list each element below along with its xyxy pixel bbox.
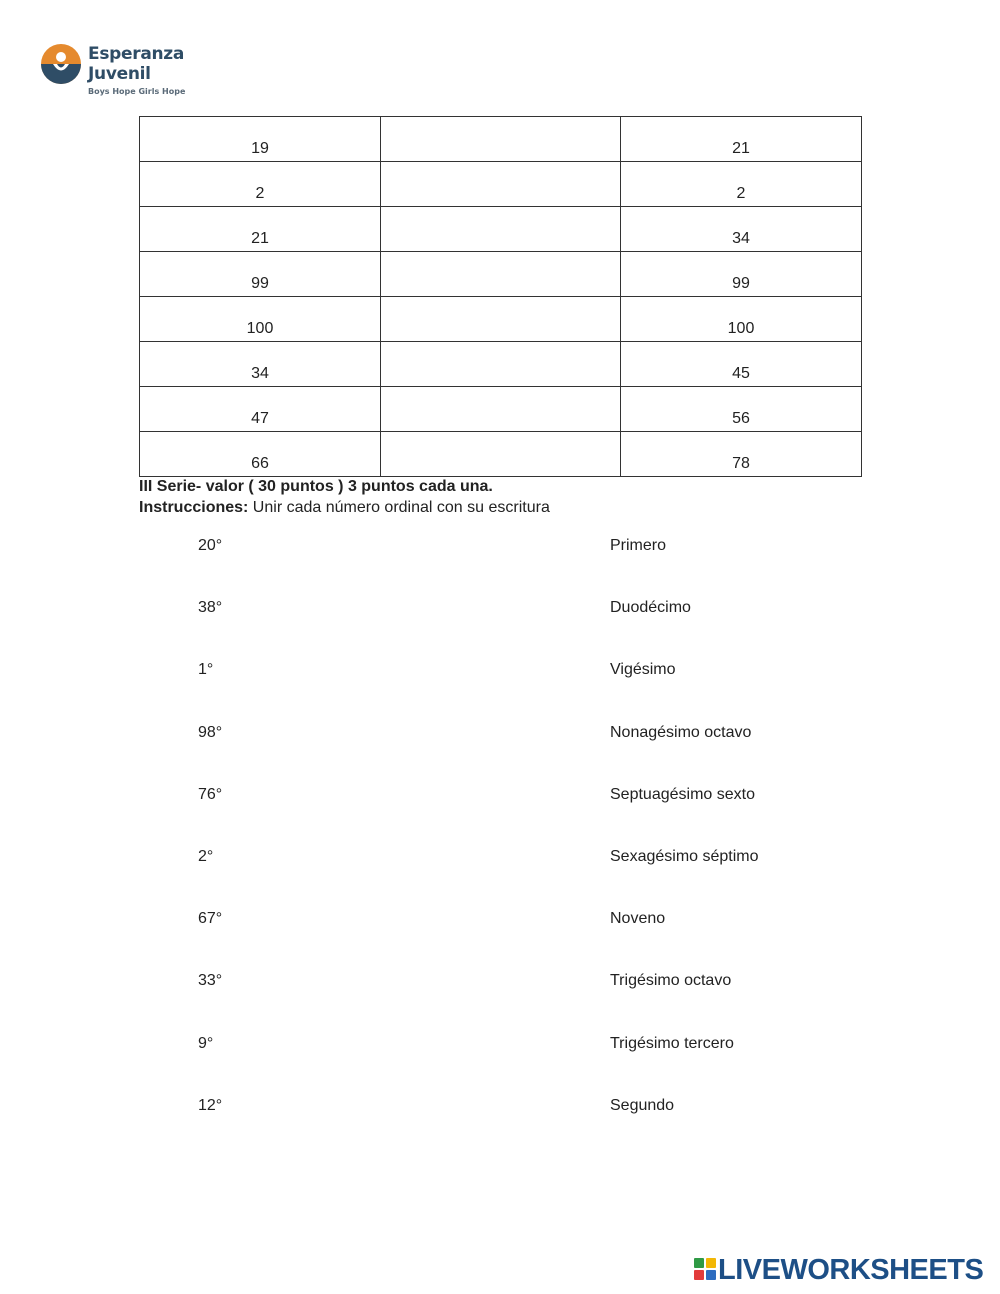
ordinal-word[interactable]: Segundo bbox=[610, 1096, 675, 1114]
answer-cell[interactable] bbox=[381, 162, 621, 207]
matching-row bbox=[0, 910, 1000, 932]
liveworksheets-wordmark: LIVEWORKSHEETS bbox=[718, 1254, 984, 1286]
section-title: III Serie- valor ( 30 puntos ) 3 puntos cada una. bbox=[139, 478, 493, 495]
ordinal-word[interactable]: Sexagésimo séptimo bbox=[610, 848, 759, 865]
ordinal-number[interactable]: 98° bbox=[198, 723, 223, 741]
ordinal-number[interactable]: 9° bbox=[198, 1034, 214, 1052]
answer-cell[interactable] bbox=[381, 117, 621, 162]
number-cell: 99 bbox=[621, 252, 862, 297]
numbers-table bbox=[139, 116, 862, 477]
logo-title: Esperanza Juvenil bbox=[88, 44, 185, 84]
number-cell: 66 bbox=[140, 432, 381, 477]
ordinal-number[interactable]: 12° bbox=[198, 1096, 223, 1114]
number-cell: 34 bbox=[140, 342, 381, 387]
section-three-header bbox=[139, 476, 550, 518]
answer-cell[interactable] bbox=[381, 387, 621, 432]
answer-cell[interactable] bbox=[381, 297, 621, 342]
ordinal-word[interactable]: Trigésimo tercero bbox=[610, 1034, 734, 1052]
number-cell: 21 bbox=[621, 117, 862, 162]
ordinal-word[interactable]: Vigésimo bbox=[610, 661, 676, 679]
matching-row bbox=[0, 599, 1000, 621]
ordinal-number[interactable]: 38° bbox=[198, 599, 223, 617]
number-cell: 100 bbox=[140, 297, 381, 342]
table-row bbox=[140, 207, 862, 252]
ordinal-word[interactable]: Primero bbox=[610, 537, 667, 554]
matching-row bbox=[0, 1097, 1000, 1119]
esperanza-juvenil-logo-icon bbox=[40, 43, 82, 85]
number-cell: 47 bbox=[140, 387, 381, 432]
logo-subtitle: Boys Hope Girls Hope bbox=[88, 87, 186, 96]
instructions-label: Instrucciones: bbox=[139, 499, 249, 516]
number-cell: 34 bbox=[621, 207, 862, 252]
table-row bbox=[140, 162, 862, 207]
ordinal-word[interactable]: Duodécimo bbox=[610, 599, 691, 617]
ordinal-word[interactable]: Noveno bbox=[610, 910, 666, 928]
matching-row bbox=[0, 848, 1000, 870]
number-cell: 78 bbox=[621, 432, 862, 477]
ordinal-number[interactable]: 20° bbox=[198, 537, 223, 554]
ordinal-word[interactable]: Trigésimo octavo bbox=[610, 972, 732, 990]
matching-row bbox=[0, 1035, 1000, 1057]
answer-cell[interactable] bbox=[381, 207, 621, 252]
ordinal-number[interactable]: 76° bbox=[198, 785, 223, 803]
number-cell: 2 bbox=[140, 162, 381, 207]
matching-row bbox=[0, 972, 1000, 994]
table-row bbox=[140, 252, 862, 297]
number-cell: 56 bbox=[621, 387, 862, 432]
table-row bbox=[140, 117, 862, 162]
matching-row bbox=[0, 786, 1000, 808]
ordinal-word[interactable]: Septuagésimo sexto bbox=[610, 785, 755, 803]
number-cell: 21 bbox=[140, 207, 381, 252]
matching-row bbox=[0, 724, 1000, 746]
instructions-text: Unir cada número ordinal con su escritura bbox=[248, 499, 550, 516]
answer-cell[interactable] bbox=[381, 432, 621, 477]
matching-row bbox=[0, 661, 1000, 683]
number-cell: 100 bbox=[621, 297, 862, 342]
answer-cell[interactable] bbox=[381, 252, 621, 297]
table-row bbox=[140, 432, 862, 477]
number-cell: 19 bbox=[140, 117, 381, 162]
answer-cell[interactable] bbox=[381, 342, 621, 387]
organization-logo bbox=[40, 40, 200, 102]
section-instructions bbox=[139, 497, 550, 518]
liveworksheets-icon bbox=[694, 1258, 716, 1280]
table-row bbox=[140, 342, 862, 387]
table-row bbox=[140, 297, 862, 342]
ordinal-number[interactable]: 67° bbox=[198, 910, 223, 928]
table-row bbox=[140, 387, 862, 432]
number-cell: 2 bbox=[621, 162, 862, 207]
ordinal-number[interactable]: 33° bbox=[198, 972, 223, 990]
number-cell: 45 bbox=[621, 342, 862, 387]
ordinal-number[interactable]: 1° bbox=[198, 661, 214, 679]
matching-row bbox=[0, 537, 1000, 559]
ordinal-word[interactable]: Nonagésimo octavo bbox=[610, 723, 752, 741]
number-cell: 99 bbox=[140, 252, 381, 297]
ordinal-number[interactable]: 2° bbox=[198, 848, 214, 865]
